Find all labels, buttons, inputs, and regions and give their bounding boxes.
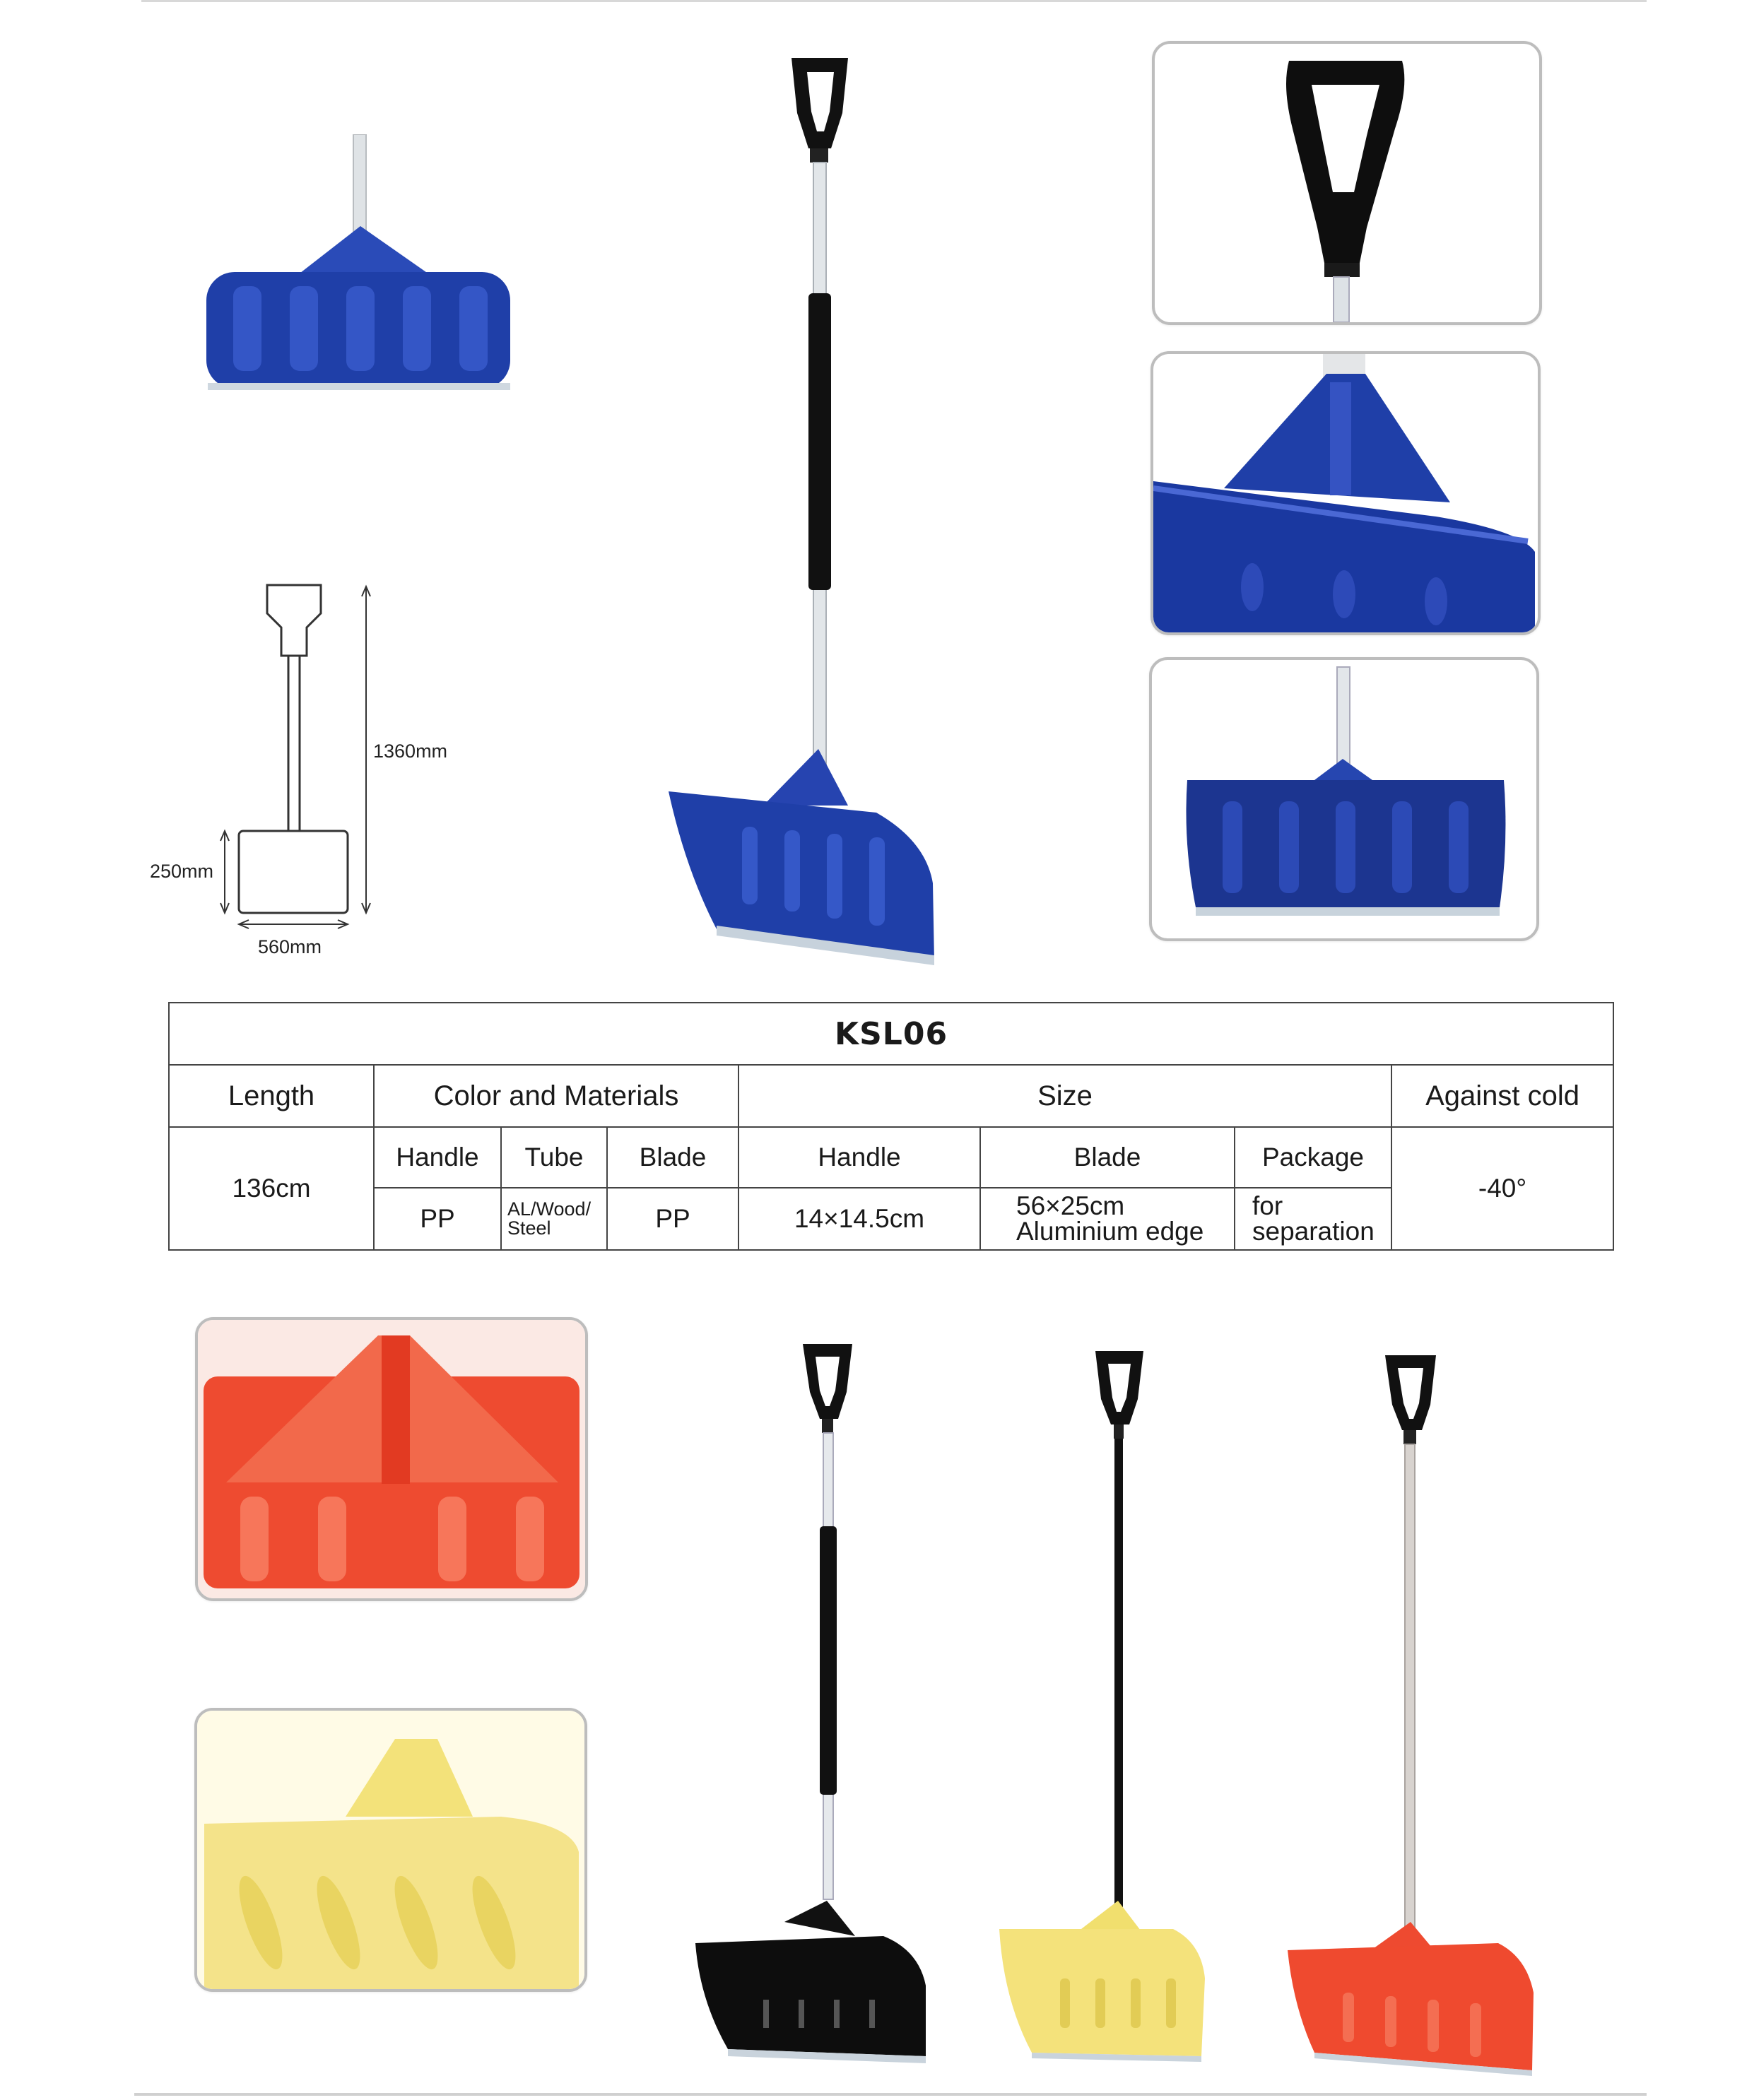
black-shovel-photo (685, 1335, 947, 2070)
blue-blade-front-detail-photo (1149, 657, 1539, 941)
blade-material-value: PP (607, 1188, 738, 1250)
yellow-blade-detail-photo (194, 1708, 587, 1992)
tube-material-header: Tube (501, 1127, 607, 1188)
handle-size-header: Handle (738, 1127, 980, 1188)
size-header: Size (738, 1065, 1391, 1127)
red-blade-detail-photo (195, 1317, 588, 1601)
blade-height-dimension-label: 250mm (150, 861, 214, 882)
bottom-rule (134, 2093, 1647, 2096)
blade-size-line1: 56×25cm (1016, 1191, 1125, 1220)
tube-material-line1: AL/Wood/ (507, 1198, 592, 1220)
blade-size-header: Blade (980, 1127, 1235, 1188)
tube-material-value (501, 1188, 607, 1250)
handle-size-value: 14×14.5cm (738, 1188, 980, 1250)
tube-material-line2: Steel (507, 1217, 551, 1239)
package-value (1235, 1188, 1391, 1250)
handle-detail-photo (1152, 41, 1542, 325)
handle-material-header: Handle (374, 1127, 501, 1188)
top-rule (141, 0, 1647, 2)
height-dimension-label: 1360mm (373, 741, 448, 762)
yellow-shovel-photo (989, 1343, 1230, 2063)
blade-size-value (980, 1188, 1235, 1250)
color-materials-header: Color and Materials (374, 1065, 738, 1127)
handle-material-value: PP (374, 1188, 501, 1250)
model-number: KSL06 (169, 1003, 1613, 1065)
blade-width-dimension-label: 560mm (258, 936, 322, 957)
length-value: 136cm (169, 1127, 374, 1250)
blade-material-header: Blade (607, 1127, 738, 1188)
blue-blade-top-detail-photo (1150, 351, 1541, 635)
dimension-drawing (141, 565, 410, 961)
blade-size-line2: Aluminium edge (1016, 1217, 1204, 1246)
against-cold-header: Against cold (1391, 1065, 1613, 1127)
blue-blade-front-photo (198, 134, 523, 403)
package-header: Package (1235, 1127, 1391, 1188)
length-header: Length (169, 1065, 374, 1127)
spec-table (168, 1002, 1614, 1251)
blue-shovel-photo (657, 49, 954, 968)
package-line1: for (1252, 1191, 1283, 1220)
against-cold-value: -40° (1391, 1127, 1613, 1250)
red-shovel-photo (1272, 1343, 1555, 2077)
package-line2: separation (1252, 1217, 1375, 1246)
